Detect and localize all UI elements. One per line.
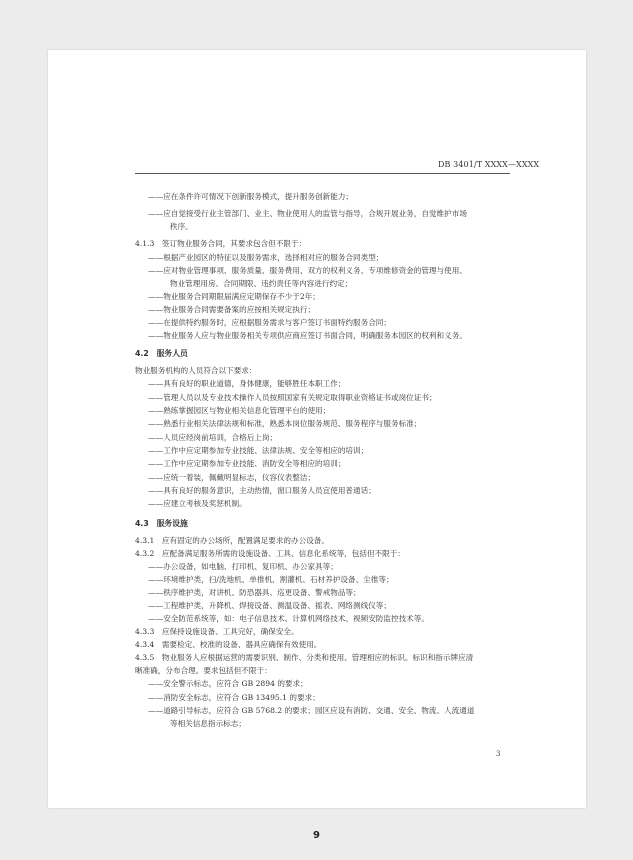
text-line: ——根据产业园区的特征以及服务需求，选择相对应的服务合同类型； (148, 253, 384, 262)
text-line: ——应建立考核及奖惩机制。 (148, 499, 247, 508)
text-line: 晰准确，分布合理。要求包括但不限于： (135, 666, 272, 675)
section-heading: 4.3 服务设施 (135, 519, 188, 528)
text-line: ——消防安全标志，应符合 GB 13495.1 的要求； (148, 693, 320, 702)
text-line: 4.3.1 应有固定的办公场所，配置满足要求的办公设备。 (135, 536, 329, 545)
text-line: ——工作中应定期参加专业技能、法律法规、安全等相应的培训； (148, 446, 369, 455)
text-line: 秩序。 (170, 222, 193, 231)
text-line: ——秩序维护类，对讲机、防恐器具、巡更设备、警戒物品等； (148, 588, 361, 597)
text-line: ——环境维护类，扫/洗地机、单推机、割灌机、石材养护设备、尘推等； (148, 575, 394, 584)
text-line: ——物业服务合同需要备案的应按相关规定执行； (148, 305, 316, 314)
text-line: 4.3.5 物业服务人应根据运营的需要识别、制作、分类和使用、管理相应的标识。标识和指示牌应清 (135, 653, 474, 662)
text-line: ——道路引导标志，应符合 GB 5768.2 的要求；园区应设有消防、交通、安全、物流、人流通道 (148, 706, 475, 715)
text-line: 物业服务机构的人员符合以下要求： (135, 366, 257, 375)
text-line: ——熟练掌握园区与物业相关信息化管理平台的使用； (148, 406, 331, 415)
text-line: ——安全警示标志，应符合 GB 2894 的要求； (148, 679, 308, 688)
text-line: ——物业服务人应与物业服务相关专项供应商应签订书面合同，明确服务本园区的权利和义务。 (148, 331, 467, 340)
text-line: ——物业服务合同期限届满应定期保存不少于2年； (148, 292, 320, 301)
text-line: 4.3.3 应保持设施设备、工具完好，确保安全。 (135, 627, 299, 636)
text-line: ——应统一着装，佩戴明显标志，仪容仪表整洁； (148, 473, 316, 482)
outer-page-number: 9 (313, 830, 320, 841)
text-line: ——管理人员以及专业技术操作人员按照国家有关规定取得职业资格证书或岗位证书； (148, 393, 437, 402)
document-code: DB 3401/T XXXX—XXXX (438, 160, 540, 169)
text-line: ——应自觉接受行业主管部门、业主、物业使用人的监管与指导，合规开展业务，自觉维护市场 (148, 209, 467, 218)
text-line: 4.3.2 应配备满足服务所需的设施设备、工具、信息化系统等，包括但不限于： (135, 549, 405, 558)
text-line: 4.1.3 签订物业服务合同，其要求包含但不限于： (135, 239, 307, 248)
text-line: ——安全防范系统等，如：电子信息技术、计算机网络技术、视频安防监控技术等。 (148, 614, 429, 623)
text-line: ——应对物业管理事项、服务质量、服务费用、双方的权利义务、专项维修资金的管理与使用、 (148, 266, 467, 275)
header-divider (135, 173, 510, 174)
section-heading: 4.2 服务人员 (135, 349, 188, 358)
text-line: 4.3.4 需要检定、校准的设备、器具应确保有效使用。 (135, 640, 322, 649)
text-line: 等相关信息指示标志； (170, 719, 246, 728)
text-line: ——熟悉行业相关法律法规和标准，熟悉本岗位服务规范、服务程序与服务标准； (148, 419, 422, 428)
text-line: ——具有良好的服务意识，主动热情，窗口服务人员宜使用普通话； (148, 486, 376, 495)
text-line: ——办公设备，如电脑、打印机、复印机、办公家具等； (148, 562, 338, 571)
text-line: ——工程维护类，升降机、焊接设备、测温设备、摇表、网络测线仪等； (148, 601, 391, 610)
inner-page-number: 3 (496, 750, 501, 758)
text-line: ——应在条件许可情况下创新服务模式，提升服务创新能力； (148, 192, 354, 201)
text-line: ——工作中应定期参加专业技能、消防安全等相应的培训； (148, 459, 346, 468)
text-line: ——人员应经岗前培训，合格后上岗； (148, 433, 278, 442)
text-line: 物业管理用房、合同期限、违约责任等内容进行约定； (170, 279, 353, 288)
text-line: ——在提供特约服务时，应根据服务需求与客户签订书面特约服务合同； (148, 318, 391, 327)
text-line: ——具有良好的职业道德，身体健康，能够胜任本职工作； (148, 379, 346, 388)
